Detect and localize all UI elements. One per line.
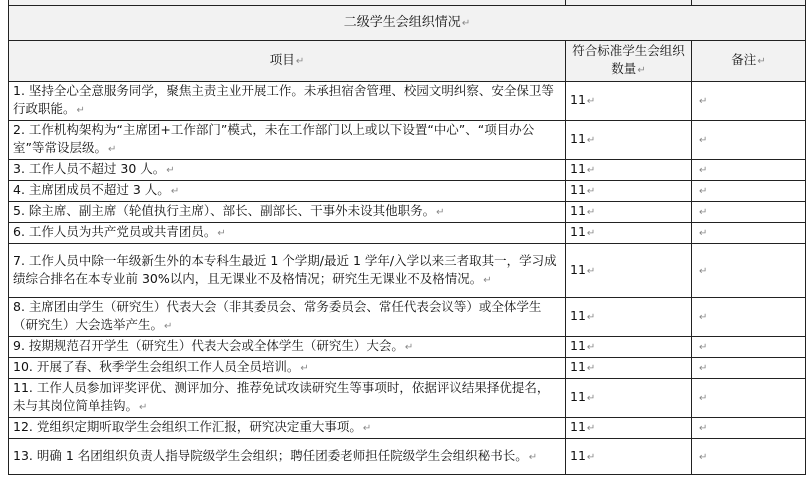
count-value: 11 xyxy=(570,447,586,463)
note-cell xyxy=(692,298,806,337)
paragraph-mark: ↵ xyxy=(404,342,414,353)
table-header-row xyxy=(9,41,806,82)
paragraph-mark: ↵ xyxy=(461,17,471,29)
count-cell xyxy=(566,121,692,160)
paragraph-mark: ↵ xyxy=(699,393,708,404)
note-cell xyxy=(692,202,806,223)
paragraph-mark: ↵ xyxy=(295,56,305,67)
table-row xyxy=(9,223,806,244)
item-text: 8. 主席团由学生（研究生）代表大会（非其委员会、常务委员会、常任代表会议等）或全体学生（研究生）大会选举产生。 xyxy=(13,299,542,332)
paragraph-mark: ↵ xyxy=(699,165,708,176)
paragraph-mark: ↵ xyxy=(699,186,708,197)
note-cell xyxy=(692,418,806,439)
paragraph-mark: ↵ xyxy=(586,96,596,107)
count-value: 11 xyxy=(570,224,586,239)
count-cell xyxy=(566,202,692,223)
note-cell xyxy=(692,337,806,358)
paragraph-mark: ↵ xyxy=(699,312,708,323)
paragraph-mark: ↵ xyxy=(699,96,708,107)
paragraph-mark: ↵ xyxy=(586,393,596,404)
count-cell xyxy=(566,298,692,337)
paragraph-mark: ↵ xyxy=(362,423,372,434)
header-count-label: 符合标准学生会组织数量 xyxy=(572,43,685,76)
paragraph-mark: ↵ xyxy=(699,423,708,434)
header-count xyxy=(566,41,692,82)
count-value: 11 xyxy=(570,161,586,176)
note-cell xyxy=(692,379,806,418)
item-text: 6. 工作人员为共产党员或共青团员。 xyxy=(13,224,217,239)
table-title-cell xyxy=(9,6,806,41)
table-row xyxy=(9,298,806,337)
table-row xyxy=(9,379,806,418)
count-cell xyxy=(566,82,692,121)
paragraph-mark: ↵ xyxy=(586,165,596,176)
paragraph-mark: ↵ xyxy=(528,451,538,463)
paragraph-mark: ↵ xyxy=(699,342,708,353)
paragraph-mark: ↵ xyxy=(586,186,596,197)
header-item xyxy=(9,41,566,82)
note-cell xyxy=(692,82,806,121)
paragraph-mark: ↵ xyxy=(76,105,85,116)
paragraph-mark: ↵ xyxy=(699,228,708,239)
paragraph-mark: ↵ xyxy=(637,65,646,76)
count-cell xyxy=(566,379,692,418)
paragraph-mark: ↵ xyxy=(166,165,175,176)
table-row xyxy=(9,160,806,181)
table-row xyxy=(9,337,806,358)
table-title: 二级学生会组织情况 xyxy=(343,14,461,30)
paragraph-mark: ↵ xyxy=(170,186,180,197)
paragraph-mark: ↵ xyxy=(586,228,596,239)
note-cell xyxy=(692,181,806,202)
item-cell xyxy=(9,298,566,337)
table-row xyxy=(9,121,806,160)
count-value: 11 xyxy=(570,338,586,353)
paragraph-mark: ↵ xyxy=(586,363,596,374)
note-cell xyxy=(692,223,806,244)
item-cell xyxy=(9,160,566,181)
item-cell xyxy=(9,121,566,160)
header-note xyxy=(692,41,806,82)
count-cell xyxy=(566,418,692,439)
paragraph-mark: ↵ xyxy=(300,363,309,374)
table-row xyxy=(9,418,806,439)
paragraph-mark: ↵ xyxy=(586,451,596,463)
paragraph-mark: ↵ xyxy=(586,207,596,218)
paragraph-mark: ↵ xyxy=(699,451,708,463)
item-cell xyxy=(9,244,566,298)
paragraph-mark: ↵ xyxy=(757,56,766,67)
paragraph-mark: ↵ xyxy=(217,228,226,239)
note-cell xyxy=(692,358,806,379)
item-text: 1. 坚持全心全意服务同学，聚焦主责主业开展工作。未承担宿舍管理、校园文明纠察、安全保卫等行政职能。 xyxy=(13,83,554,116)
note-cell xyxy=(692,439,806,475)
item-cell xyxy=(9,337,566,358)
item-text: 7. 工作人员中除一年级新生外的本专科生最近 1 个学期/最近 1 学年/入学以来三者取其一，学习成绩综合排名在本专业前 30%以内，且无课业不及格情况；研究生无课业不及格情况。 xyxy=(13,252,557,286)
item-text: 9. 按期规范召开学生（研究生）代表大会或全体学生（研究生）大会。 xyxy=(13,338,404,353)
item-cell xyxy=(9,379,566,418)
note-cell xyxy=(692,121,806,160)
count-value: 11 xyxy=(570,419,586,434)
item-text: 4. 主席团成员不超过 3 人。 xyxy=(13,182,170,197)
count-value: 11 xyxy=(570,203,586,218)
paragraph-mark: ↵ xyxy=(699,135,708,146)
item-text: 3. 工作人员不超过 30 人。 xyxy=(13,161,166,176)
item-cell xyxy=(9,82,566,121)
item-cell xyxy=(9,358,566,379)
item-text: 5. 除主席、副主席（轮值执行主席）、部长、副部长、干事外未设其他职务。 xyxy=(13,203,436,218)
paragraph-mark: ↵ xyxy=(107,144,117,155)
table-row xyxy=(9,439,806,475)
header-item-label: 项目 xyxy=(269,52,295,67)
table-row xyxy=(9,181,806,202)
paragraph-mark: ↵ xyxy=(699,265,708,277)
paragraph-mark: ↵ xyxy=(586,423,596,434)
paragraph-mark: ↵ xyxy=(586,135,596,146)
item-text: 10. 开展了春、秋季学生会组织工作人员全员培训。 xyxy=(13,359,300,374)
count-cell xyxy=(566,223,692,244)
paragraph-mark: ↵ xyxy=(586,342,596,353)
note-cell xyxy=(692,160,806,181)
paragraph-mark: ↵ xyxy=(699,363,708,374)
header-note-label: 备注 xyxy=(731,52,757,67)
paragraph-mark: ↵ xyxy=(586,265,596,277)
count-cell xyxy=(566,358,692,379)
paragraph-mark: ↵ xyxy=(164,321,173,332)
paragraph-mark: ↵ xyxy=(139,402,148,413)
item-text: 11. 工作人员参加评奖评优、测评加分、推荐免试攻读研究生等事项时，依据评议结果择优提名，未与其岗位简单挂钩。 xyxy=(13,380,550,413)
table-row xyxy=(9,82,806,121)
item-cell xyxy=(9,418,566,439)
count-value: 11 xyxy=(570,308,586,323)
count-value: 11 xyxy=(570,261,586,277)
count-value: 11 xyxy=(570,131,586,146)
item-cell xyxy=(9,439,566,475)
table-body xyxy=(9,0,806,475)
count-value: 11 xyxy=(570,182,586,197)
count-value: 11 xyxy=(570,389,586,404)
paragraph-mark: ↵ xyxy=(586,312,596,323)
student-union-table xyxy=(8,0,806,475)
count-value: 11 xyxy=(570,359,586,374)
table-row xyxy=(9,202,806,223)
item-text: 12. 党组织定期听取学生会组织工作汇报，研究决定重大事项。 xyxy=(13,419,362,434)
item-text: 13. 明确 1 名团组织负责人指导院级学生会组织；聘任团委老师担任院级学生会组织秘书长。 xyxy=(13,447,528,463)
paragraph-mark: ↵ xyxy=(699,207,708,218)
count-cell xyxy=(566,244,692,298)
table-row xyxy=(9,244,806,298)
item-cell xyxy=(9,202,566,223)
count-cell xyxy=(566,160,692,181)
count-cell xyxy=(566,439,692,475)
item-text: 2. 工作机构架构为“主席团+工作部门”模式，未在工作部门以上或以下设置“中心”、“项目办公室”等常设层级。 xyxy=(13,122,535,155)
table-title-row xyxy=(9,6,806,41)
count-value: 11 xyxy=(570,92,586,107)
count-cell xyxy=(566,181,692,202)
note-cell xyxy=(692,244,806,298)
count-cell xyxy=(566,337,692,358)
paragraph-mark: ↵ xyxy=(436,207,445,218)
item-cell xyxy=(9,223,566,244)
paragraph-mark: ↵ xyxy=(483,274,492,286)
table-row xyxy=(9,358,806,379)
item-cell xyxy=(9,181,566,202)
